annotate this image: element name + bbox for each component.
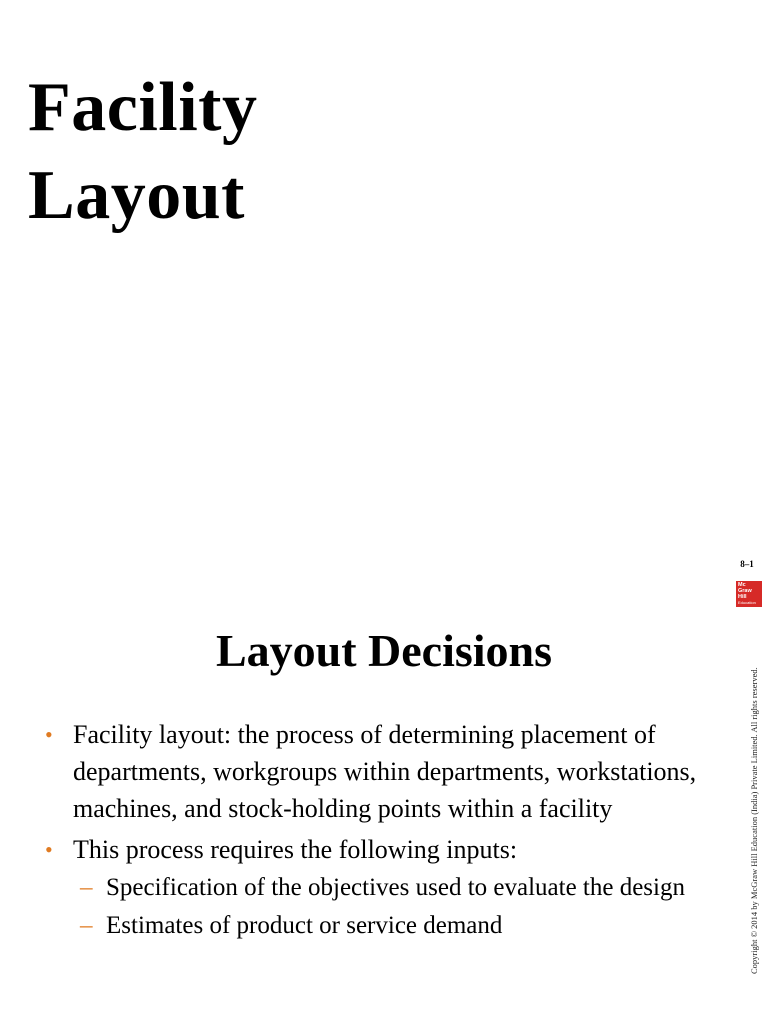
slide-title-layout-decisions: Layout Decisions	[215, 625, 553, 676]
bullet-list	[42, 716, 732, 943]
bullet-text: This process requires the following inputs:	[73, 835, 518, 864]
bullet-text: Facility layout: the process of determining placement of departments, workgroups within departments, workstations, machines, and stock-holding points within a facility	[73, 720, 697, 823]
sub-bullet-item	[73, 870, 732, 905]
dash-marker-icon: –	[80, 874, 93, 901]
slide-title-facility-layout	[28, 64, 257, 240]
dash-marker-icon: –	[80, 912, 93, 939]
title-line-2: Layout	[28, 157, 245, 234]
sub-bullet-item	[73, 908, 732, 943]
sub-bullet-text: Specification of the objectives used to evaluate the design	[106, 874, 685, 901]
mcgraw-hill-logo: Mc Graw Hill Education	[736, 581, 762, 607]
bullet-item	[42, 716, 732, 827]
sub-bullet-text: Estimates of product or service demand	[106, 912, 503, 939]
bullet-marker-icon: •	[45, 837, 53, 862]
sub-bullet-list	[73, 870, 732, 943]
bullet-marker-icon: •	[45, 722, 53, 747]
slide-number: 8–1	[740, 559, 754, 569]
bullet-item	[42, 831, 732, 943]
copyright-notice: Copyright © 2014 by McGraw Hill Education (India) Private Limited. All rights reserved.	[749, 667, 759, 974]
title-line-1: Facility	[28, 69, 258, 146]
